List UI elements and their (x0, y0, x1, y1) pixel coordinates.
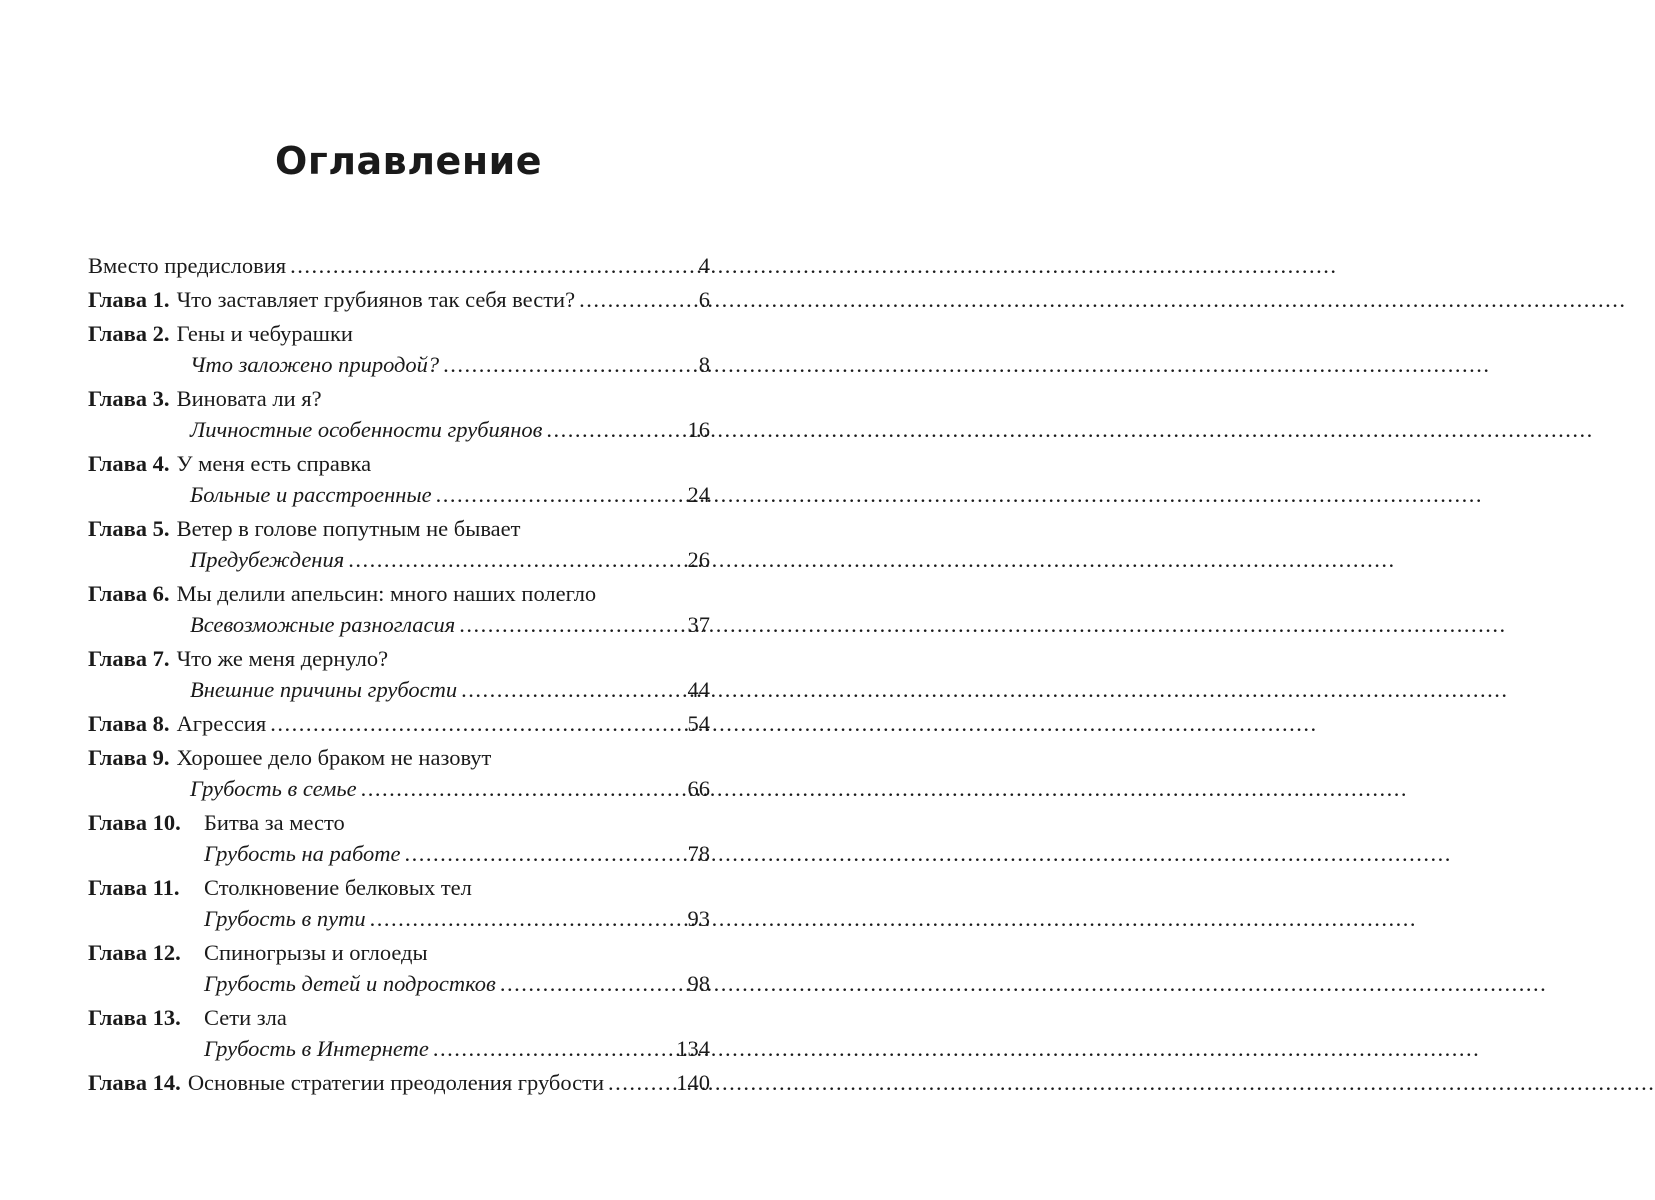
page-number: 66 (687, 776, 710, 801)
entry-title: Хорошее дело браком не назовут (176, 745, 492, 770)
dot-leader (500, 968, 684, 999)
page-number: 6 (698, 287, 710, 312)
page-title: Оглавление (275, 139, 542, 183)
chapter-label: Глава 13. (88, 1005, 181, 1030)
dot-leader (270, 708, 683, 739)
chapter-label: Глава 11. (88, 875, 180, 900)
entry-title: Гены и чебурашки (176, 321, 353, 346)
chapter-label: Глава 3. (88, 386, 170, 411)
dot-leader (348, 544, 683, 575)
dot-leader (290, 250, 695, 281)
page-number: 98 (687, 971, 710, 996)
dot-leader (370, 903, 684, 934)
chapter-label: Глава 4. (88, 451, 170, 476)
chapter-label: Глава 1. (88, 287, 170, 312)
page-number: 44 (687, 677, 710, 702)
entry-subtitle: Больные и расстроенные (190, 482, 432, 507)
dot-leader (579, 284, 695, 315)
toc-entry-chapter-14[interactable] (88, 1067, 710, 1098)
chapter-label: Глава 14. (88, 1070, 181, 1095)
entry-subtitle: Грубость на работе (204, 841, 401, 866)
chapter-label: Глава 9. (88, 745, 170, 770)
chapter-label: Глава 7. (88, 646, 170, 671)
entry-title: Столкновение белковых тел (204, 875, 472, 900)
dot-leader (443, 349, 695, 380)
entry-title: Вместо предисловия (88, 253, 287, 278)
toc-entry-chapter-10[interactable] (88, 807, 710, 869)
page-number: 78 (687, 841, 710, 866)
page-number: 37 (687, 612, 710, 637)
toc-entry-chapter-4[interactable] (88, 448, 710, 510)
page-number: 93 (687, 906, 710, 931)
chapter-label: Глава 2. (88, 321, 170, 346)
entry-title: Виновата ли я? (176, 386, 322, 411)
page-number: 26 (687, 547, 710, 572)
page-number: 16 (687, 417, 710, 442)
entry-title: Что же меня дернуло? (176, 646, 389, 671)
page-number: 54 (687, 711, 710, 736)
toc-entry-chapter-6[interactable] (88, 578, 710, 640)
toc-entry-foreword[interactable] (88, 250, 710, 281)
dot-leader (608, 1067, 672, 1098)
toc-entry-chapter-2[interactable] (88, 318, 710, 380)
toc-entry-chapter-12[interactable] (88, 937, 710, 999)
toc-entry-chapter-1[interactable] (88, 284, 710, 315)
page-number: 8 (698, 352, 710, 377)
chapter-label: Глава 10. (88, 810, 181, 835)
entry-subtitle: Грубость детей и подростков (204, 971, 496, 996)
entry-title: Мы делили апельсин: много наших полегло (176, 581, 597, 606)
dot-leader (436, 479, 684, 510)
entry-subtitle: Внешние причины грубости (190, 677, 458, 702)
chapter-label: Глава 12. (88, 940, 181, 965)
page-number: 140 (676, 1070, 710, 1095)
dot-leader (461, 674, 683, 705)
page-number: 24 (687, 482, 710, 507)
toc-entry-chapter-11[interactable] (88, 872, 710, 934)
toc-entry-chapter-3[interactable] (88, 383, 710, 445)
page-number: 4 (698, 253, 710, 278)
dot-leader (459, 609, 683, 640)
toc-entry-chapter-7[interactable] (88, 643, 710, 705)
entry-subtitle: Что заложено природой? (190, 352, 440, 377)
entry-subtitle: Всевозможные разногласия (190, 612, 456, 637)
entry-title: Агрессия (176, 711, 267, 736)
entry-subtitle: Грубость в Интернете (204, 1036, 429, 1061)
toc-entry-chapter-13[interactable] (88, 1002, 710, 1064)
chapter-label: Глава 5. (88, 516, 170, 541)
dot-leader (433, 1033, 672, 1064)
entry-subtitle: Предубеждения (190, 547, 345, 572)
page-number: 134 (676, 1036, 710, 1061)
toc-entry-chapter-5[interactable] (88, 513, 710, 575)
entry-subtitle: Личностные особенности грубиянов (190, 417, 543, 442)
entry-title: Основные стратегии преодоления грубости (187, 1070, 605, 1095)
dot-leader (361, 773, 684, 804)
entry-title: У меня есть справка (176, 451, 372, 476)
entry-title: Что заставляет грубиянов так себя вести? (176, 287, 576, 312)
entry-title: Ветер в голове попутным не бывает (176, 516, 521, 541)
dot-leader (405, 838, 684, 869)
entry-title: Сети зла (204, 1005, 287, 1030)
toc-entry-chapter-9[interactable] (88, 742, 710, 804)
chapter-label: Глава 8. (88, 711, 170, 736)
table-of-contents (88, 250, 710, 1098)
entry-title: Битва за место (204, 810, 345, 835)
toc-entry-chapter-8[interactable] (88, 708, 710, 739)
entry-title: Спиногрызы и оглоеды (204, 940, 428, 965)
entry-subtitle: Грубость в пути (204, 906, 366, 931)
entry-subtitle: Грубость в семье (190, 776, 357, 801)
chapter-label: Глава 6. (88, 581, 170, 606)
dot-leader (546, 414, 683, 445)
